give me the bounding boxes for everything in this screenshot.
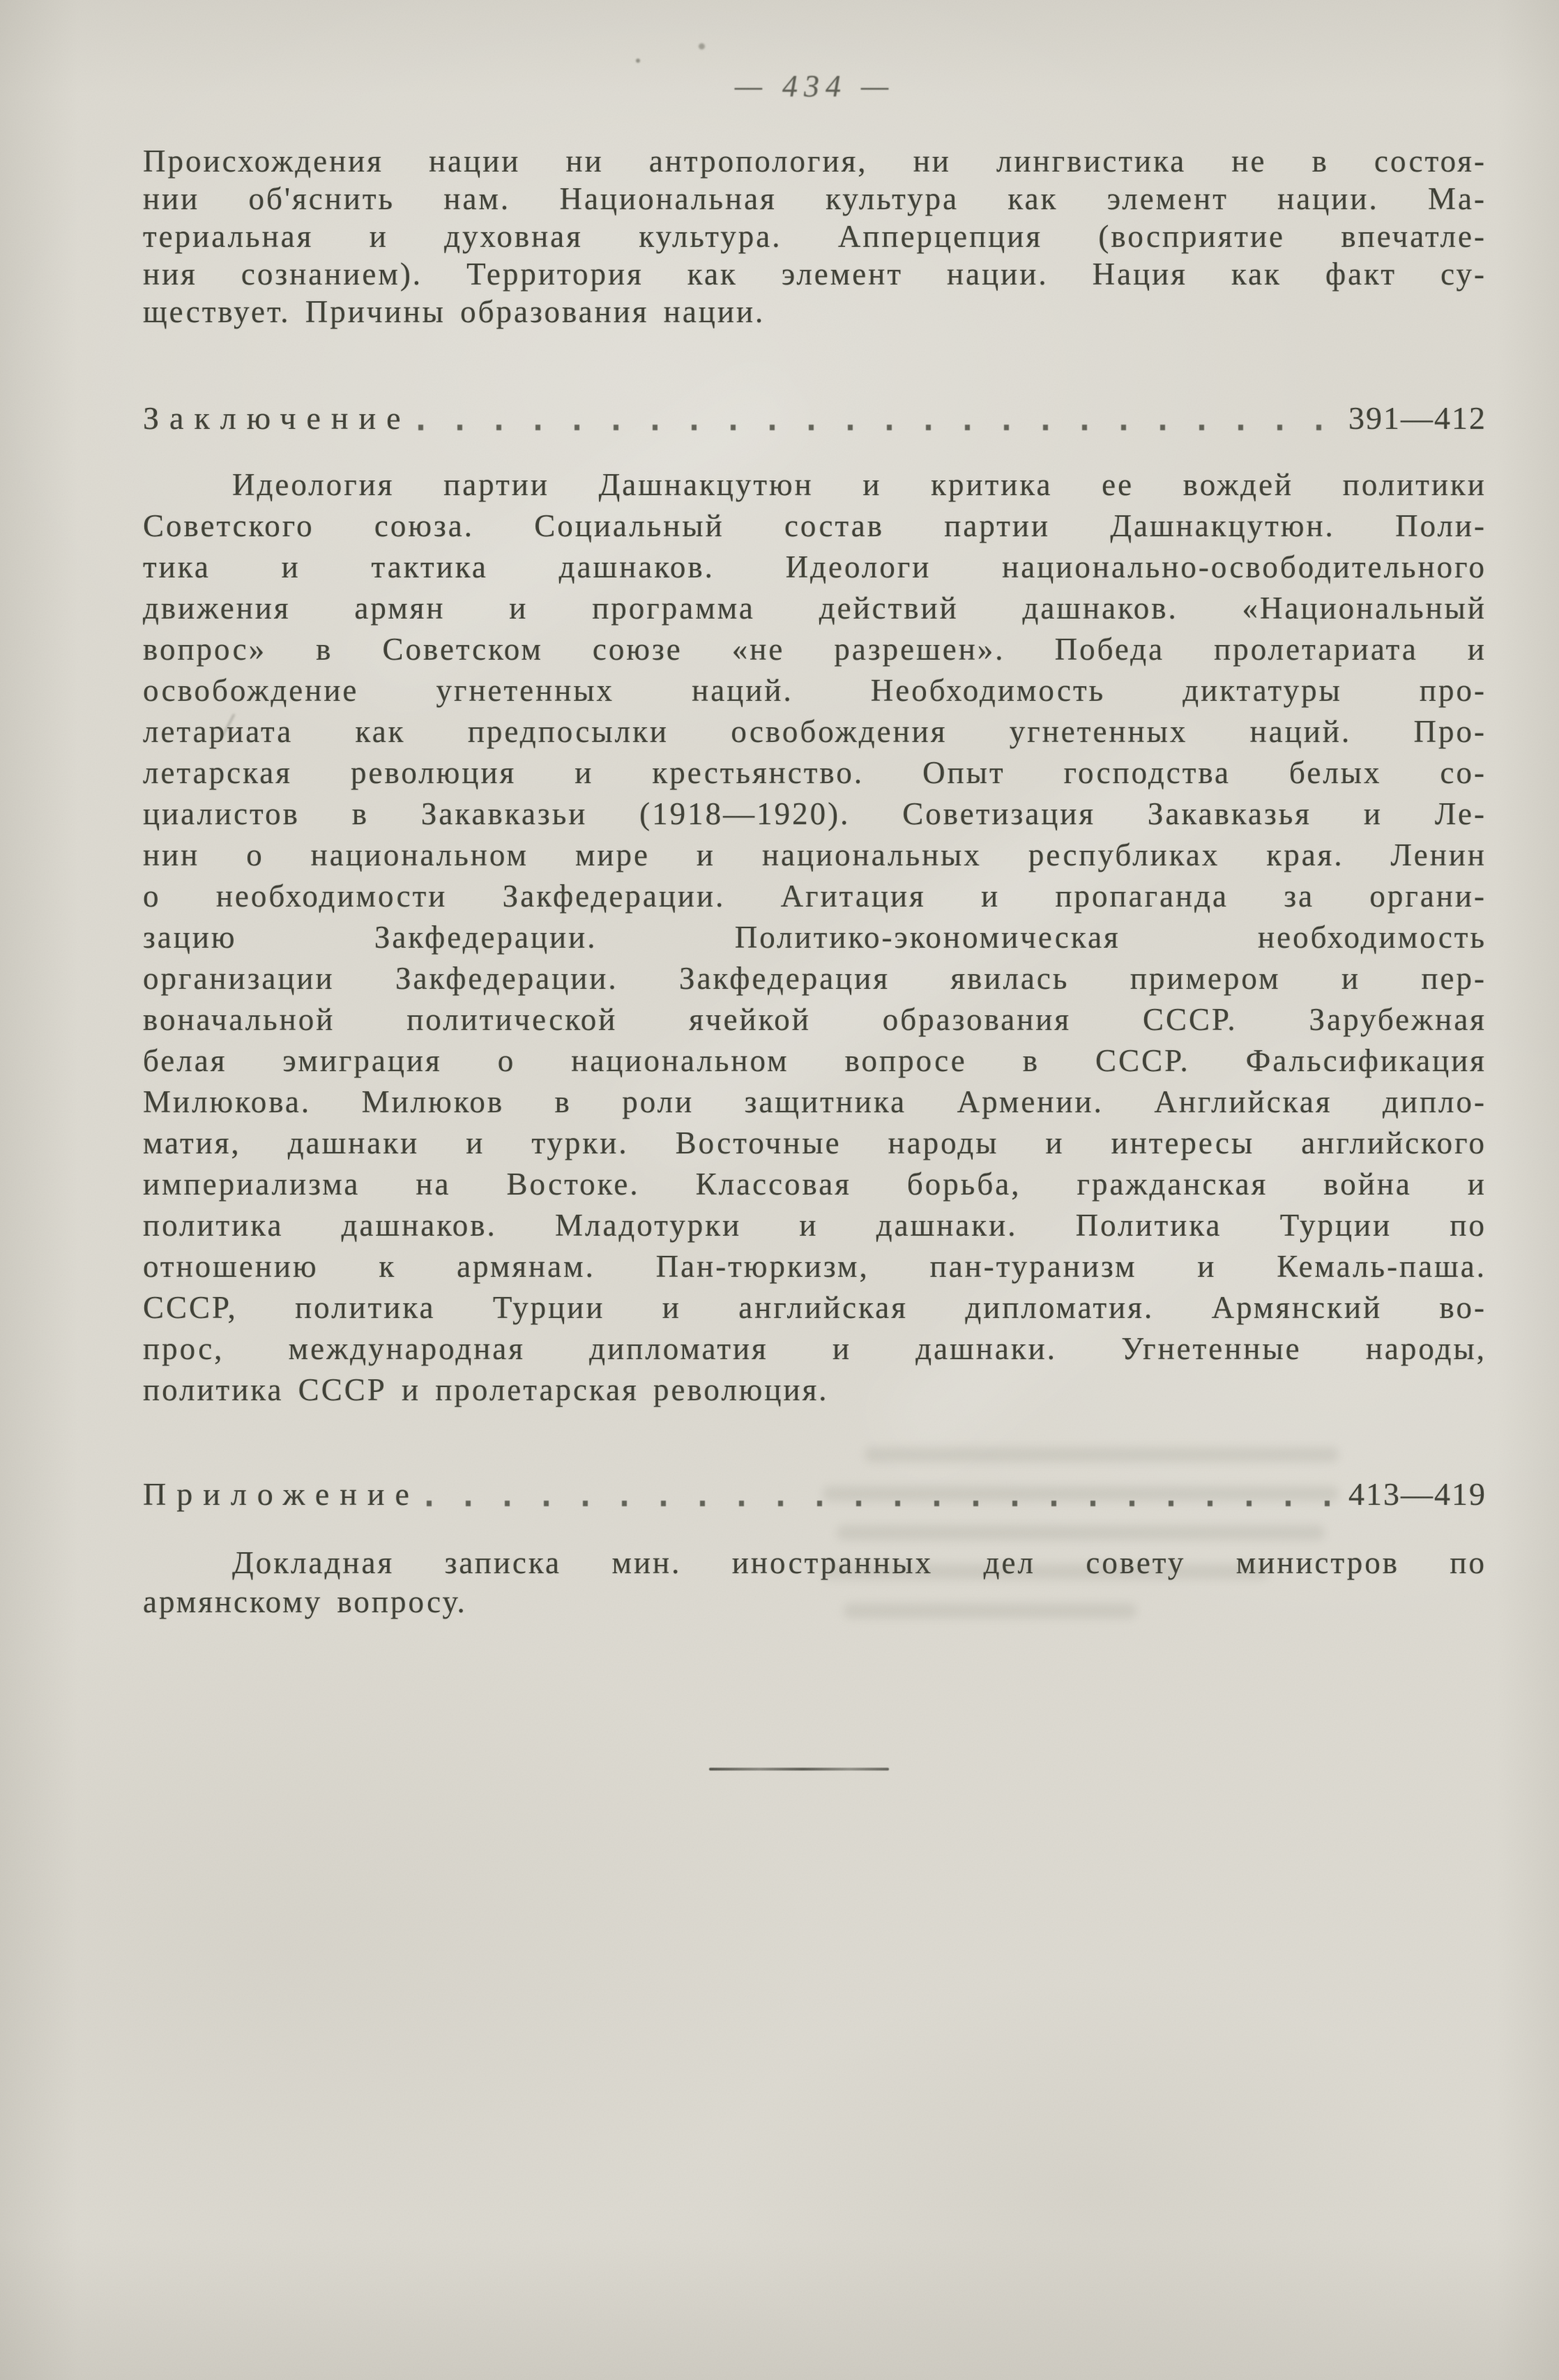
text-line: отношению к армянам. Пан-тюркизм, пан-туранизм и Кемаль-паша. (143, 1249, 1486, 1284)
text-line: воначальной политической ячейкой образования СССР. Зарубежная (143, 1002, 1486, 1037)
text-line: политика дашнаков. Младотурки и дашнаки. Политика Турции по (143, 1208, 1486, 1243)
section-end-rule (709, 1768, 889, 1771)
text-line: нии об'яснить нам. Национальная культура как элемент нации. Ма- (143, 181, 1486, 216)
dot-leader (427, 1501, 1337, 1506)
text-line: нин о национальном мире и национальных республиках края. Ленин (143, 837, 1486, 872)
text-line: о необходимости Закфедерации. Агитация и пропаганда за органи- (143, 879, 1486, 914)
text-line: Докладная записка мин. иностранных дел совету министров по (232, 1545, 1486, 1580)
page-number: — 434 — (734, 69, 895, 103)
text-line: прос, международная дипломатия и дашнаки. Угнетенные народы, (143, 1331, 1486, 1366)
text-line: териальная и духовная культура. Апперцепция (восприятие впечатле- (143, 219, 1486, 254)
text-line: ществует. Причины образования нации. (143, 294, 766, 329)
text-line: летариата как предпосылки освобождения угнетенных наций. Про- (143, 714, 1486, 749)
intro-annotation-paragraph (143, 142, 1486, 331)
text-line: армянскому вопросу. (143, 1584, 467, 1619)
toc-entry-conclusion (143, 397, 1486, 439)
toc-entry-label: Приложение (143, 1476, 420, 1512)
text-line: движения армян и программа действий дашнаков. «Национальный (143, 591, 1486, 626)
ghost-line (837, 1525, 1325, 1540)
text-line: Милюкова. Милюков в роли защитника Армении. Английская дипло- (143, 1084, 1486, 1119)
text-line: ния сознанием). Территория как элемент нации. Нация как факт су- (143, 257, 1486, 291)
toc-entry-page-range: 391—412 (1348, 400, 1486, 436)
text-line: империализма на Востоке. Классовая борьба, гражданская война и (143, 1167, 1486, 1202)
text-line: вопрос» в Советском союзе «не разрешен». Победа пролетариата и (143, 632, 1486, 667)
text-line: Происхождения нации ни антропология, ни лингвистика не в состоя- (143, 144, 1486, 179)
text-line: циалистов в Закавказьи (1918—1920). Советизация Закавказья и Ле- (143, 796, 1486, 831)
toc-entry-page-range: 413—419 (1348, 1476, 1486, 1512)
toc-entry-appendix (143, 1473, 1486, 1515)
appendix-annotation-paragraph (143, 1543, 1486, 1621)
ghost-line (865, 1447, 1339, 1462)
dot-leader (418, 425, 1337, 430)
text-line: Идеология партии Дашнакцутюн и критика ее вождей политики (232, 467, 1486, 502)
text-line: белая эмиграция о национальном вопросе в СССР. Фальсификация (143, 1043, 1486, 1078)
text-line: тика и тактика дашнаков. Идеологи национально-освободительного (143, 549, 1486, 584)
text-line: организации Закфедерации. Закфедерация явилась примером и пер- (143, 961, 1486, 996)
ink-speck (636, 59, 640, 63)
text-line: СССР, политика Турции и английская дипломатия. Армянский во- (143, 1290, 1486, 1325)
text-line: освобождение угнетенных наций. Необходимость диктатуры про- (143, 673, 1486, 708)
text-line: летарская революция и крестьянство. Опыт господства белых со- (143, 755, 1486, 790)
text-line: зацию Закфедерации. Политико-экономическая необходимость (143, 920, 1486, 955)
ink-speck (699, 43, 705, 50)
text-line: политика СССР и пролетарская революция. (143, 1372, 829, 1407)
text-line: Советского союза. Социальный состав партии Дашнакцутюн. Поли- (143, 508, 1486, 543)
toc-entry-label: Заключение (143, 400, 411, 436)
conclusion-annotation-paragraph (143, 464, 1486, 1411)
text-line: матия, дашнаки и турки. Восточные народы и интересы английского (143, 1125, 1486, 1160)
